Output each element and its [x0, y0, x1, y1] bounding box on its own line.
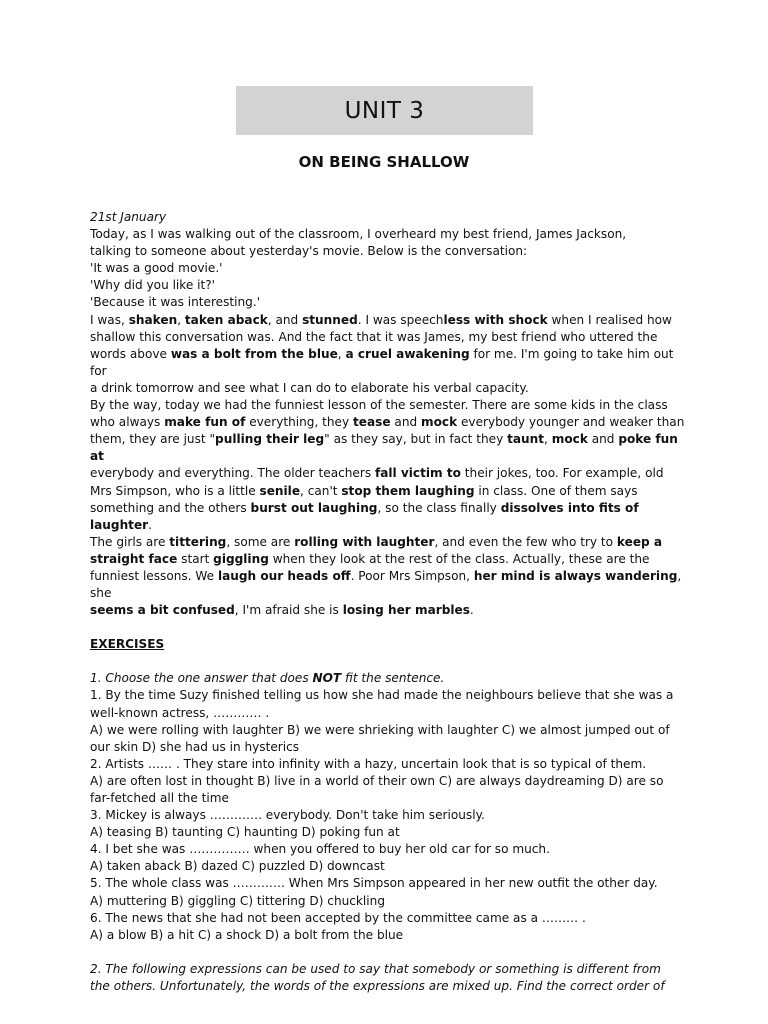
exercise-1-instruction: 1. Choose the one answer that does NOT fit the sentence.: [90, 671, 445, 686]
quote-line: 'Why did you like it?': [90, 278, 215, 293]
quote-line: 'It was a good movie.': [90, 261, 223, 276]
lesson-title: ON BEING SHALLOW: [298, 153, 470, 171]
exercise-line: A) muttering B) giggling C) tittering D) chuckling: [90, 893, 385, 908]
unit-title: UNIT 3: [344, 97, 425, 124]
exercise-line: 5. The whole class was …………. When Mrs Simpson appeared in her new outfit the other day.: [90, 876, 658, 891]
exercise-line: A) we were rolling with laughter B) we were shrieking with laughter C) we almost jumped out of: [90, 722, 670, 737]
quote-line: 'Because it was interesting.': [90, 295, 261, 310]
exercise-line: 3. Mickey is always …………. everybody. Don't take him seriously.: [90, 808, 485, 823]
exercise-line: our skin D) she had us in hysterics: [90, 739, 300, 754]
exercise-line: A) are often lost in thought B) live in a world of their own C) are always daydreaming D) are so: [90, 773, 664, 788]
diary-date: 21st January: [90, 210, 167, 224]
diary-paragraph-line: a drink tomorrow and see what I can do to elaborate his verbal capacity.: [90, 380, 529, 395]
unit-title-box: [236, 86, 533, 135]
exercise-line: 4. I bet she was …………… when you offered to buy her old car for so much.: [90, 842, 550, 857]
diary-paragraph-line: words above was a bolt from the blue, a cruel awakening for me. I'm going to take him out for: [90, 346, 674, 378]
diary-paragraph-line: something and the others burst out laughing, so the class finally dissolves into fits of laughter.: [90, 500, 639, 532]
diary-paragraph-line: I was, shaken, taken aback, and stunned. I was speechless with shock when I realised how: [90, 312, 672, 327]
exercise-line: A) a blow B) a hit C) a shock D) a bolt from the blue: [90, 927, 404, 942]
diary-paragraph-line: them, they are just "pulling their leg" as they say, but in fact they taunt, mock and poke fun at: [90, 432, 678, 464]
diary-paragraph-line: who always make fun of everything, they tease and mock everybody younger and weaker than: [90, 415, 685, 430]
diary-intro-line: talking to someone about yesterday's movie. Below is the conversation:: [90, 244, 528, 259]
diary-intro-line: Today, as I was walking out of the classroom, I overheard my best friend, James Jackson,: [90, 227, 627, 242]
exercise-line: A) taken aback B) dazed C) puzzled D) downcast: [90, 859, 385, 874]
exercises-heading: EXERCISES: [90, 637, 165, 652]
exercise-line: 1. By the time Suzy finished telling us how she had made the neighbours believe that she was a: [90, 688, 674, 703]
exercise-line: far-fetched all the time: [90, 791, 229, 805]
exercise-line: well-known actress, ………… .: [90, 705, 270, 720]
diary-paragraph-line: funniest lessons. We laugh our heads off. Poor Mrs Simpson, her mind is always wandering, she: [90, 568, 682, 601]
diary-paragraph-line: Mrs Simpson, who is a little senile, can't stop them laughing in class. One of them says: [90, 483, 638, 498]
diary-paragraph-line: By the way, today we had the funniest lesson of the semester. There are some kids in the class: [90, 398, 668, 413]
exercise-line: 6. The news that she had not been accepted by the committee came as a ……… .: [90, 910, 586, 925]
diary-paragraph-line: straight face start giggling when they look at the rest of the class. Actually, these are the: [90, 551, 650, 566]
document-body: [90, 209, 690, 995]
diary-paragraph-line: shallow this conversation was. And the fact that it was James, my best friend who uttered the: [90, 329, 658, 344]
diary-paragraph-line: The girls are tittering, some are rolling with laughter, and even the few who try to keep a: [90, 534, 663, 549]
exercise-line: A) teasing B) taunting C) haunting D) poking fun at: [90, 825, 400, 840]
exercise-2-instruction: the others. Unfortunately, the words of the expressions are mixed up. Find the correct order of: [90, 978, 665, 993]
exercise-2-instruction: 2. The following expressions can be used to say that somebody or something is different from: [90, 961, 661, 976]
diary-paragraph-line: seems a bit confused, I'm afraid she is losing her marbles.: [90, 603, 474, 618]
spacer: [90, 944, 690, 961]
diary-paragraph-line: everybody and everything. The older teachers fall victim to their jokes, too. For example, old: [90, 466, 664, 481]
exercise-line: 2. Artists …… . They stare into infinity with a hazy, uncertain look that is so typical of them.: [90, 756, 647, 771]
